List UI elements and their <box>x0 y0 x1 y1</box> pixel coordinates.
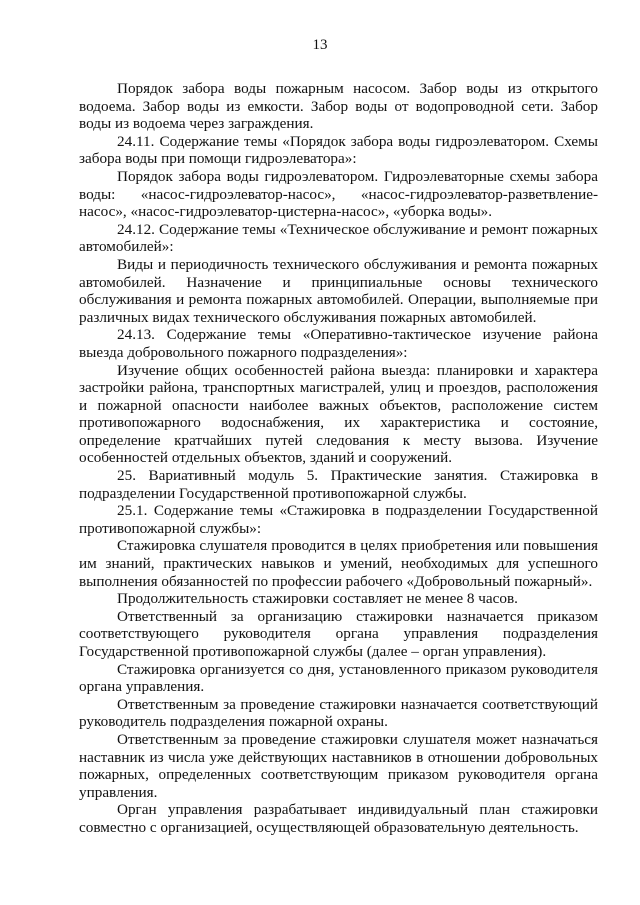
document-body <box>79 80 598 837</box>
paragraph: Порядок забора воды гидроэлеватором. Гидроэлеваторные схемы забора воды: «насос-гидроэлеватор-насос», «насос-гидроэлеватор-разветвление-насос», «насос-гидроэлеватор-цистерна-насос», «уборка воды». <box>79 167 598 221</box>
paragraph: 24.13. Содержание темы «Оперативно-тактическое изучение района выезда добровольного пожарного подразделения»: <box>79 326 598 361</box>
paragraph: 24.11. Содержание темы «Порядок забора воды гидроэлеватором. Схемы забора воды при помощи гидроэлеватора»: <box>79 132 598 168</box>
paragraph: Ответственный за организацию стажировки назначается приказом соответствующего руководителя органа управления подразделения Государственной противопожарной службы (далее – орган управления). <box>79 607 598 660</box>
paragraph: Изучение общих особенностей района выезда: планировки и характера застройки района, транспортных магистралей, улиц и проездов, расположения и пожарной опасности наиболее важных объектов, расположение систем противопожарного водоснабжения, их характеристика и состояние, определение кратчайших путей следования к месту вызова. Изучение особенностей отдельных объектов, зданий и сооружений. <box>79 361 598 467</box>
paragraph: Стажировка слушателя проводится в целях приобретения или повышения им знаний, практических навыков и умений, необходимых для успешного выполнения обязанностей по профессии рабочего «Добровольный пожарный». <box>79 537 598 590</box>
paragraph: Орган управления разрабатывает индивидуальный план стажировки совместно с организацией, осуществляющей образовательную деятельность. <box>79 801 598 836</box>
page-number: 13 <box>312 37 328 53</box>
paragraph: Ответственным за проведение стажировки назначается соответствующий руководитель подразделения пожарной охраны. <box>79 695 598 731</box>
paragraph: 25.1. Содержание темы «Стажировка в подразделении Государственной противопожарной службы»: <box>79 502 598 537</box>
paragraph: Продолжительность стажировки составляет не менее 8 часов. <box>117 590 518 608</box>
paragraph: Порядок забора воды пожарным насосом. Забор воды из открытого водоема. Забор воды из емкости. Забор воды от водопроводной сети. Забор воды из водоема через заграждения. <box>79 80 598 133</box>
paragraph: Ответственным за проведение стажировки слушателя может назначаться наставник из числа уже действующих наставников в отношении добровольных пожарных, определенных соответствующим приказом руководителя органа управления. <box>79 730 598 801</box>
paragraph: 25. Вариативный модуль 5. Практические занятия. Стажировка в подразделении Государственной противопожарной службы. <box>79 467 598 502</box>
paragraph: 24.12. Содержание темы «Техническое обслуживание и ремонт пожарных автомобилей»: <box>79 220 598 256</box>
paragraph: Виды и периодичность технического обслуживания и ремонта пожарных автомобилей. Назначение и принципиальные основы технического обслуживания и ремонта пожарных автомобилей. Операции, выполняемые при различных видах технического обслуживания пожарных автомобилей. <box>79 255 598 326</box>
paragraph: Стажировка организуется со дня, установленного приказом руководителя органа управления. <box>79 660 598 696</box>
